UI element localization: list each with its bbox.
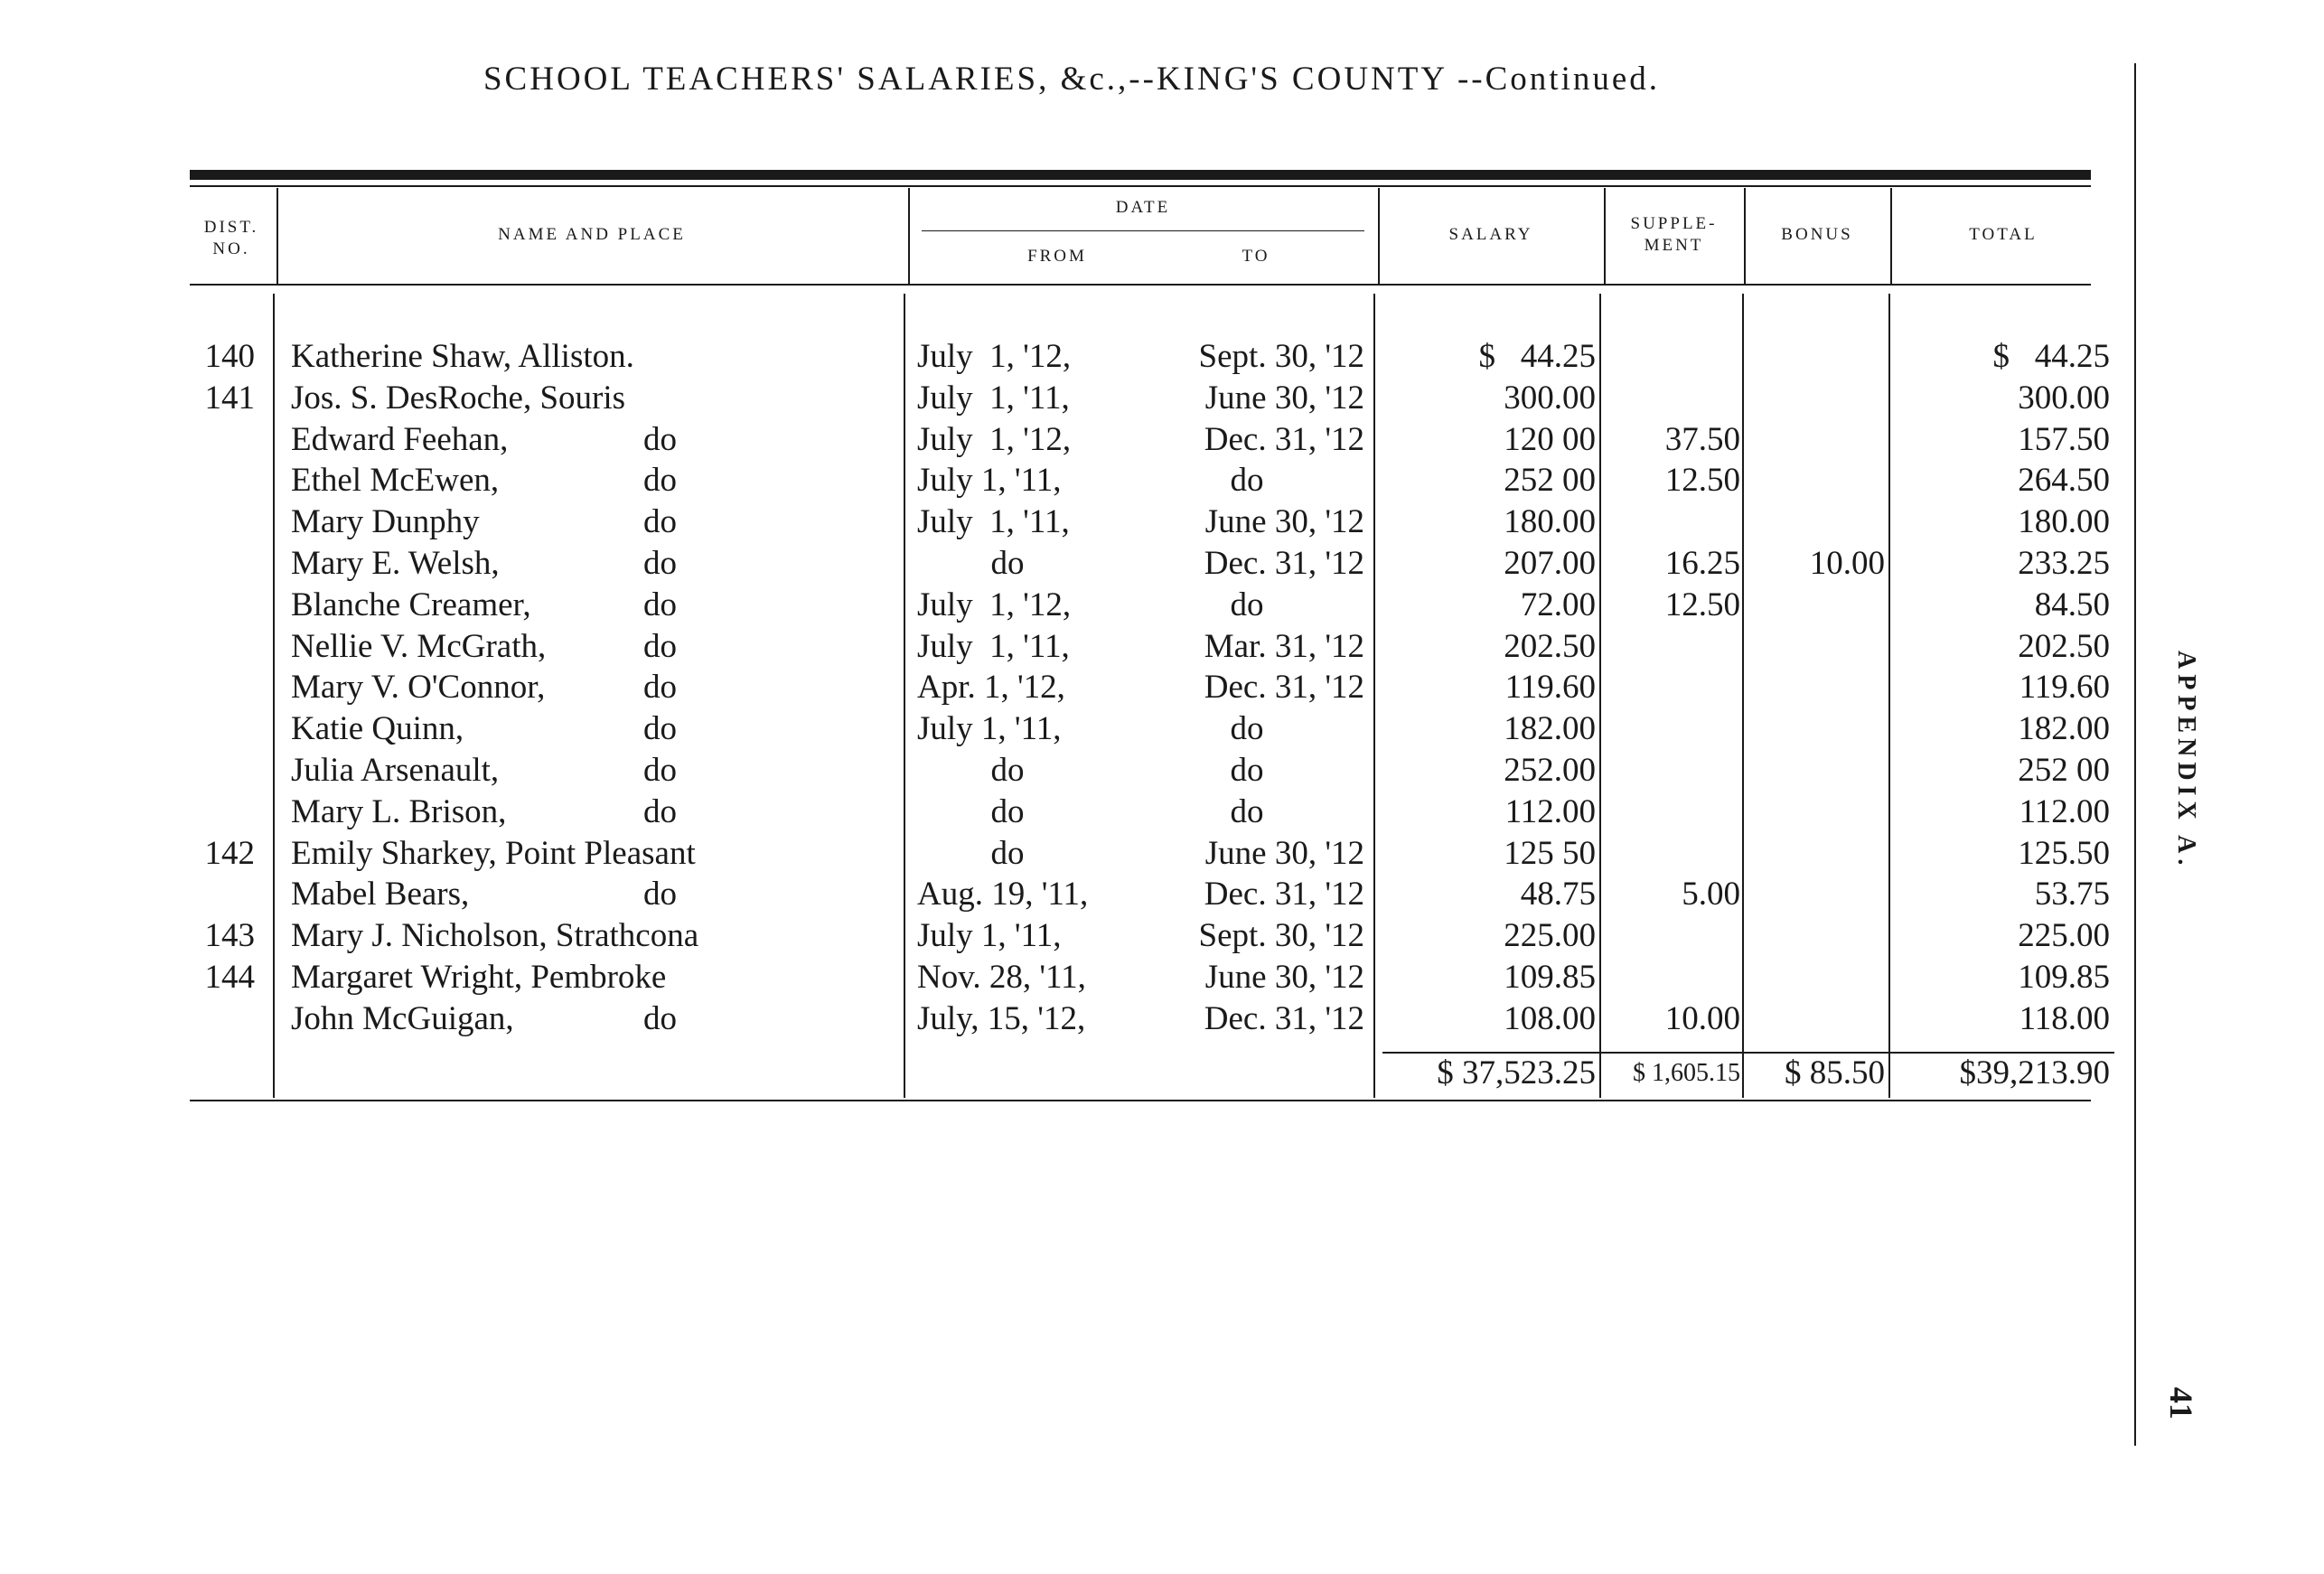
table-row <box>0 874 2143 915</box>
cell-supplement: 5.00 <box>1682 876 1740 913</box>
cell-name: Katherine Shaw, Alliston. <box>291 338 634 375</box>
cell-salary: 72.00 <box>1520 586 1596 623</box>
cell-place: do <box>643 669 677 707</box>
divider-header-5 <box>1744 188 1746 284</box>
cell-salary: 182.00 <box>1504 710 1596 748</box>
table-row <box>0 626 2143 668</box>
cell-dist: 141 <box>204 379 255 417</box>
cell-dist: 142 <box>204 834 255 872</box>
divider-header-1 <box>276 188 278 284</box>
cell-from: July, 15, '12, <box>917 999 1086 1037</box>
cell-salary: 207.00 <box>1504 545 1596 582</box>
cell-name: Margaret Wright, Pembroke <box>291 959 667 996</box>
grand-total: $39,213.90 <box>1959 1054 2110 1091</box>
cell-place: do <box>643 710 677 748</box>
divider-header-4 <box>1604 188 1606 284</box>
cell-salary: 119.60 <box>1504 669 1596 707</box>
header-bonus: BONUS <box>1781 225 1853 244</box>
cell-place: do <box>643 420 677 458</box>
cell-to: Dec. 31, '12 <box>1204 669 1364 707</box>
table-row <box>0 501 2143 543</box>
cell-salary: 252 00 <box>1504 462 1596 500</box>
cell-to: Dec. 31, '12 <box>1204 876 1364 913</box>
cell-supplement: 16.25 <box>1664 545 1740 582</box>
cell-from: July 1, '11, <box>917 462 1062 500</box>
header-to: TO <box>1242 247 1270 266</box>
total-salary: $ 37,523.25 <box>1437 1054 1596 1091</box>
cell-place: do <box>643 586 677 623</box>
cell-from: July 1, '11, <box>917 379 1070 417</box>
cell-name: Katie Quinn, <box>291 710 464 748</box>
cell-name: John McGuigan, <box>291 999 514 1037</box>
header-supplement: SUPPLE- MENT <box>1630 214 1718 255</box>
cell-salary: 300.00 <box>1504 379 1596 417</box>
page-title: SCHOOL TEACHERS' SALARIES, &c.,--KING'S COUNTY --Continued. <box>483 61 1661 98</box>
cell-from: July 1, '11, <box>917 503 1070 541</box>
cell-name: Jos. S. DesRoche, Souris <box>291 379 626 417</box>
cell-name: Ethel McEwen, <box>291 462 500 500</box>
cell-place: do <box>643 999 677 1037</box>
cell-total: 125.50 <box>2018 834 2110 872</box>
cell-total: 252 00 <box>2018 752 2110 789</box>
cell-total: 202.50 <box>2018 627 2110 665</box>
cell-name: Mary J. Nicholson, Strathcona <box>291 917 699 955</box>
cell-total: 264.50 <box>2018 462 2110 500</box>
cell-total: 53.75 <box>2034 876 2110 913</box>
cell-from: Nov. 28, '11, <box>917 959 1086 996</box>
cell-from: July 1, '12, <box>917 420 1072 458</box>
table-row <box>0 460 2143 501</box>
cell-name: Mary L. Brison, <box>291 792 507 830</box>
cell-name: Mary E. Welsh, <box>291 545 500 582</box>
cell-name: Mary V. O'Connor, <box>291 669 546 707</box>
page-number: 41 <box>2163 1387 2199 1419</box>
cell-to: June 30, '12 <box>1204 379 1364 417</box>
cell-from: do <box>990 752 1025 789</box>
cell-to: do <box>1230 586 1264 623</box>
cell-from: July 1, '11, <box>917 917 1062 955</box>
table-row <box>0 336 2143 378</box>
side-label: APPENDIX A. <box>2172 651 2200 871</box>
table-row <box>0 915 2143 957</box>
cell-supplement: 12.50 <box>1664 462 1740 500</box>
cell-to: Dec. 31, '12 <box>1204 999 1364 1037</box>
cell-to: do <box>1230 710 1264 748</box>
cell-to: Dec. 31, '12 <box>1204 420 1364 458</box>
cell-to: do <box>1230 462 1264 500</box>
cell-supplement: 10.00 <box>1664 999 1740 1037</box>
header-bottom-rule <box>190 284 2091 286</box>
cell-to: do <box>1230 792 1264 830</box>
cell-from: do <box>990 834 1025 872</box>
cell-from: July 1, '11, <box>917 710 1062 748</box>
table-row <box>0 667 2143 708</box>
total-bonus: $ 85.50 <box>1785 1054 1885 1091</box>
table-row <box>0 585 2143 626</box>
table-row <box>0 543 2143 585</box>
cell-salary: 252.00 <box>1504 752 1596 789</box>
table-row <box>0 419 2143 461</box>
cell-from: do <box>990 792 1025 830</box>
table-row <box>0 708 2143 750</box>
table-row <box>0 378 2143 419</box>
cell-to: Dec. 31, '12 <box>1204 545 1364 582</box>
cell-to: do <box>1230 752 1264 789</box>
cell-total: 112.00 <box>2019 792 2110 830</box>
table-row <box>0 833 2143 875</box>
cell-name: Blanche Creamer, <box>291 586 531 623</box>
cell-supplement: 37.50 <box>1664 420 1740 458</box>
cell-place: do <box>643 627 677 665</box>
total-supplement: $ 1,605.15 <box>1633 1059 1740 1087</box>
cell-dist: 144 <box>204 959 255 996</box>
cell-name: Edward Feehan, <box>291 420 509 458</box>
cell-from: Apr. 1, '12, <box>917 669 1065 707</box>
cell-to: Sept. 30, '12 <box>1198 338 1364 375</box>
cell-salary: 202.50 <box>1504 627 1596 665</box>
cell-name: Julia Arsenault, <box>291 752 500 789</box>
cell-dist: 143 <box>204 917 255 955</box>
table-bottom-rule <box>190 1100 2091 1101</box>
table-row <box>0 998 2143 1040</box>
cell-name: Mabel Bears, <box>291 876 470 913</box>
cell-total: 180.00 <box>2018 503 2110 541</box>
cell-salary: 112.00 <box>1504 792 1596 830</box>
cell-name: Mary Dunphy <box>291 503 480 541</box>
divider-header-2 <box>908 188 910 284</box>
header-top-thin-rule <box>190 185 2091 187</box>
cell-total: 118.00 <box>2019 999 2110 1037</box>
header-name-place: NAME AND PLACE <box>498 225 686 244</box>
cell-dist: 140 <box>204 338 255 375</box>
header-top-rule <box>190 170 2091 180</box>
cell-total: 119.60 <box>2019 669 2110 707</box>
cell-place: do <box>643 545 677 582</box>
cell-name: Nellie V. McGrath, <box>291 627 547 665</box>
cell-total: 157.50 <box>2018 420 2110 458</box>
cell-from: July 1, '12, <box>917 338 1072 375</box>
cell-from: July 1, '11, <box>917 627 1070 665</box>
cell-total: 300.00 <box>2018 379 2110 417</box>
cell-place: do <box>643 876 677 913</box>
header-total: TOTAL <box>1969 225 2038 244</box>
cell-to: June 30, '12 <box>1204 503 1364 541</box>
cell-salary: 225.00 <box>1504 917 1596 955</box>
cell-to: June 30, '12 <box>1204 959 1364 996</box>
cell-bonus: 10.00 <box>1809 545 1885 582</box>
cell-place: do <box>643 792 677 830</box>
cell-place: do <box>643 752 677 789</box>
cell-total: 84.50 <box>2034 586 2110 623</box>
cell-total: $ 44.25 <box>1992 338 2110 375</box>
table-row <box>0 792 2143 833</box>
cell-salary: 120 00 <box>1504 420 1596 458</box>
header-salary: SALARY <box>1448 225 1533 244</box>
cell-salary: $ 44.25 <box>1478 338 1596 375</box>
cell-from: do <box>990 545 1025 582</box>
header-from: FROM <box>1027 247 1087 266</box>
cell-from: Aug. 19, '11, <box>917 876 1089 913</box>
cell-total: 225.00 <box>2018 917 2110 955</box>
date-header-rule <box>922 230 1364 231</box>
table-row <box>0 957 2143 998</box>
cell-total: 182.00 <box>2018 710 2110 748</box>
cell-salary: 125 50 <box>1504 834 1596 872</box>
cell-to: Sept. 30, '12 <box>1198 917 1364 955</box>
header-date: DATE <box>1115 198 1171 217</box>
cell-supplement: 12.50 <box>1664 586 1740 623</box>
cell-place: do <box>643 503 677 541</box>
cell-to: Mar. 31, '12 <box>1204 627 1364 665</box>
header-dist-no: DIST. NO. <box>203 218 259 258</box>
table-row <box>0 750 2143 792</box>
divider-header-6 <box>1890 188 1892 284</box>
cell-total: 109.85 <box>2018 959 2110 996</box>
cell-salary: 180.00 <box>1504 503 1596 541</box>
cell-total: 233.25 <box>2018 545 2110 582</box>
cell-salary: 108.00 <box>1504 999 1596 1037</box>
cell-name: Emily Sharkey, Point Pleasant <box>291 834 696 872</box>
cell-from: July 1, '12, <box>917 586 1072 623</box>
cell-place: do <box>643 462 677 500</box>
cell-salary: 48.75 <box>1520 876 1596 913</box>
cell-salary: 109.85 <box>1504 959 1596 996</box>
divider-header-3 <box>1378 188 1380 284</box>
cell-to: June 30, '12 <box>1204 834 1364 872</box>
